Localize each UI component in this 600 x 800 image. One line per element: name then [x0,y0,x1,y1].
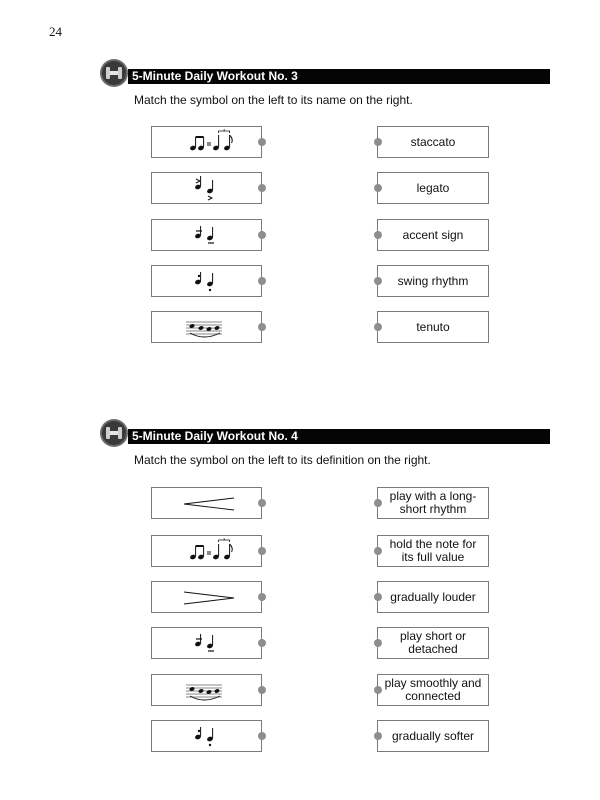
answer-connector-dot[interactable] [374,593,382,601]
symbol-box-tenuto [151,219,262,251]
staccato-notation [152,721,263,753]
decrescendo-hairpin [152,582,263,614]
answer-box: tenuto [377,311,489,343]
workout-4-title: 5-Minute Daily Workout No. 4 [128,429,550,444]
symbol-box-staccato [151,720,262,752]
answer-connector-dot[interactable] [374,639,382,647]
symbol-box-legato [151,311,262,343]
answer-box: play smoothly and connected [377,674,489,706]
answer-connector-dot[interactable] [374,184,382,192]
answer-connector-dot[interactable] [374,499,382,507]
symbol-connector-dot[interactable] [258,639,266,647]
answer-connector-dot[interactable] [374,732,382,740]
symbol-box-staccato [151,265,262,297]
answer-connector-dot[interactable] [374,547,382,555]
symbol-connector-dot[interactable] [258,593,266,601]
symbol-box-decrescendo [151,581,262,613]
answer-box: staccato [377,126,489,158]
symbol-connector-dot[interactable] [258,277,266,285]
answer-connector-dot[interactable] [374,686,382,694]
symbol-connector-dot[interactable] [258,323,266,331]
crescendo-hairpin [152,488,263,520]
symbol-box-accent [151,172,262,204]
answer-box: hold the note for its full value [377,535,489,567]
answer-box: play short or detached [377,627,489,659]
symbol-box-crescendo [151,487,262,519]
symbol-box-swing-rhythm [151,535,262,567]
answer-box: play with a long-short rhythm [377,487,489,519]
answer-connector-dot[interactable] [374,323,382,331]
legato-slur-notation [152,675,263,707]
symbol-connector-dot[interactable] [258,732,266,740]
answer-connector-dot[interactable] [374,277,382,285]
symbol-connector-dot[interactable] [258,231,266,239]
swing-rhythm-notation [152,536,263,568]
answer-connector-dot[interactable] [374,231,382,239]
staccato-notation [152,266,263,298]
symbol-connector-dot[interactable] [258,184,266,192]
tenuto-notation [152,220,263,252]
symbol-box-tenuto [151,627,262,659]
legato-slur-notation [152,312,263,344]
symbol-connector-dot[interactable] [258,686,266,694]
answer-connector-dot[interactable] [374,138,382,146]
workout-4-instruction: Match the symbol on the left to its definition on the right. [134,453,431,467]
swing-rhythm-notation [152,127,263,159]
answer-box: accent sign [377,219,489,251]
svg-text:3: 3 [223,536,226,542]
answer-box: gradually louder [377,581,489,613]
dumbbell-icon [99,418,129,448]
tenuto-notation [152,628,263,660]
symbol-box-swing-rhythm [151,126,262,158]
symbol-connector-dot[interactable] [258,138,266,146]
answer-box: legato [377,172,489,204]
dumbbell-icon [99,58,129,88]
workout-3-instruction: Match the symbol on the left to its name on the right. [134,93,413,107]
symbol-box-legato [151,674,262,706]
answer-box: gradually softer [377,720,489,752]
page-number: 24 [49,24,62,39]
svg-text:3: 3 [223,127,226,133]
workout-3-title: 5-Minute Daily Workout No. 3 [128,69,550,84]
accent-sign-notation [152,173,263,205]
answer-box: swing rhythm [377,265,489,297]
symbol-connector-dot[interactable] [258,499,266,507]
symbol-connector-dot[interactable] [258,547,266,555]
